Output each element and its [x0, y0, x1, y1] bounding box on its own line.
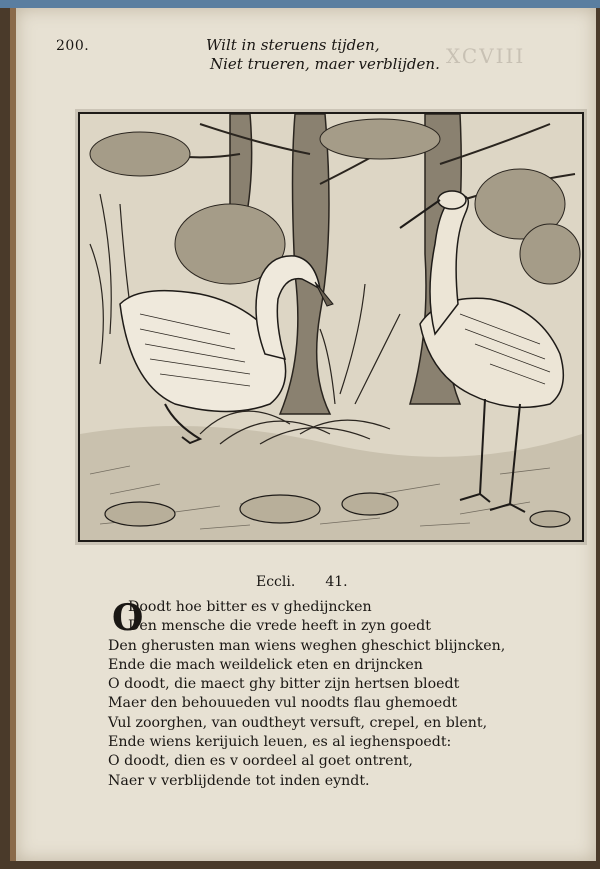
- reference-label: Eccli.: [256, 574, 296, 590]
- poem-line: Doodt hoe bitter es v ghedijncken: [128, 599, 372, 615]
- poem: [108, 598, 578, 791]
- poem-line: Vul zoorghen, van oudtheyt versuft, crepel, en blent,: [108, 714, 488, 731]
- poem-line: Ende wiens kerijuich leuen, es al ieghenspoedt:: [108, 734, 452, 751]
- motto-line-2: Niet trueren, maer verblijden.: [210, 55, 440, 73]
- poem-line: Ende die mach weildelick eten en drijncken: [108, 656, 423, 673]
- poem-line: Maer den behouueden vul noodts flau ghemoedt: [108, 695, 458, 712]
- drop-capital: O: [112, 597, 144, 639]
- engraving-illustration: [80, 114, 582, 540]
- reference-number: 41.: [325, 574, 348, 590]
- poem-line: O doodt, dien es v oordeel al goet ontrent,: [108, 753, 413, 770]
- background-strip: [0, 0, 600, 8]
- poem-line: Den mensche die vrede heeft in zyn goedt: [128, 618, 431, 635]
- motto-line-1: Wilt in steruens tijden,: [206, 36, 380, 54]
- poem-line: O doodt, die maect ghy bitter zijn hertsen bloedt: [108, 676, 460, 693]
- book-page: [10, 8, 596, 861]
- scripture-reference: [256, 574, 348, 590]
- poem-line: Naer v verblijdende tot inden eyndt.: [108, 772, 370, 789]
- motto: [206, 36, 466, 74]
- engraving-plate: [78, 112, 584, 542]
- poem-line: Den gherusten man wiens weghen gheschict blijncken,: [108, 637, 506, 654]
- bleed-through-text: XCVIII: [446, 44, 526, 68]
- page-number: 200.: [56, 38, 90, 54]
